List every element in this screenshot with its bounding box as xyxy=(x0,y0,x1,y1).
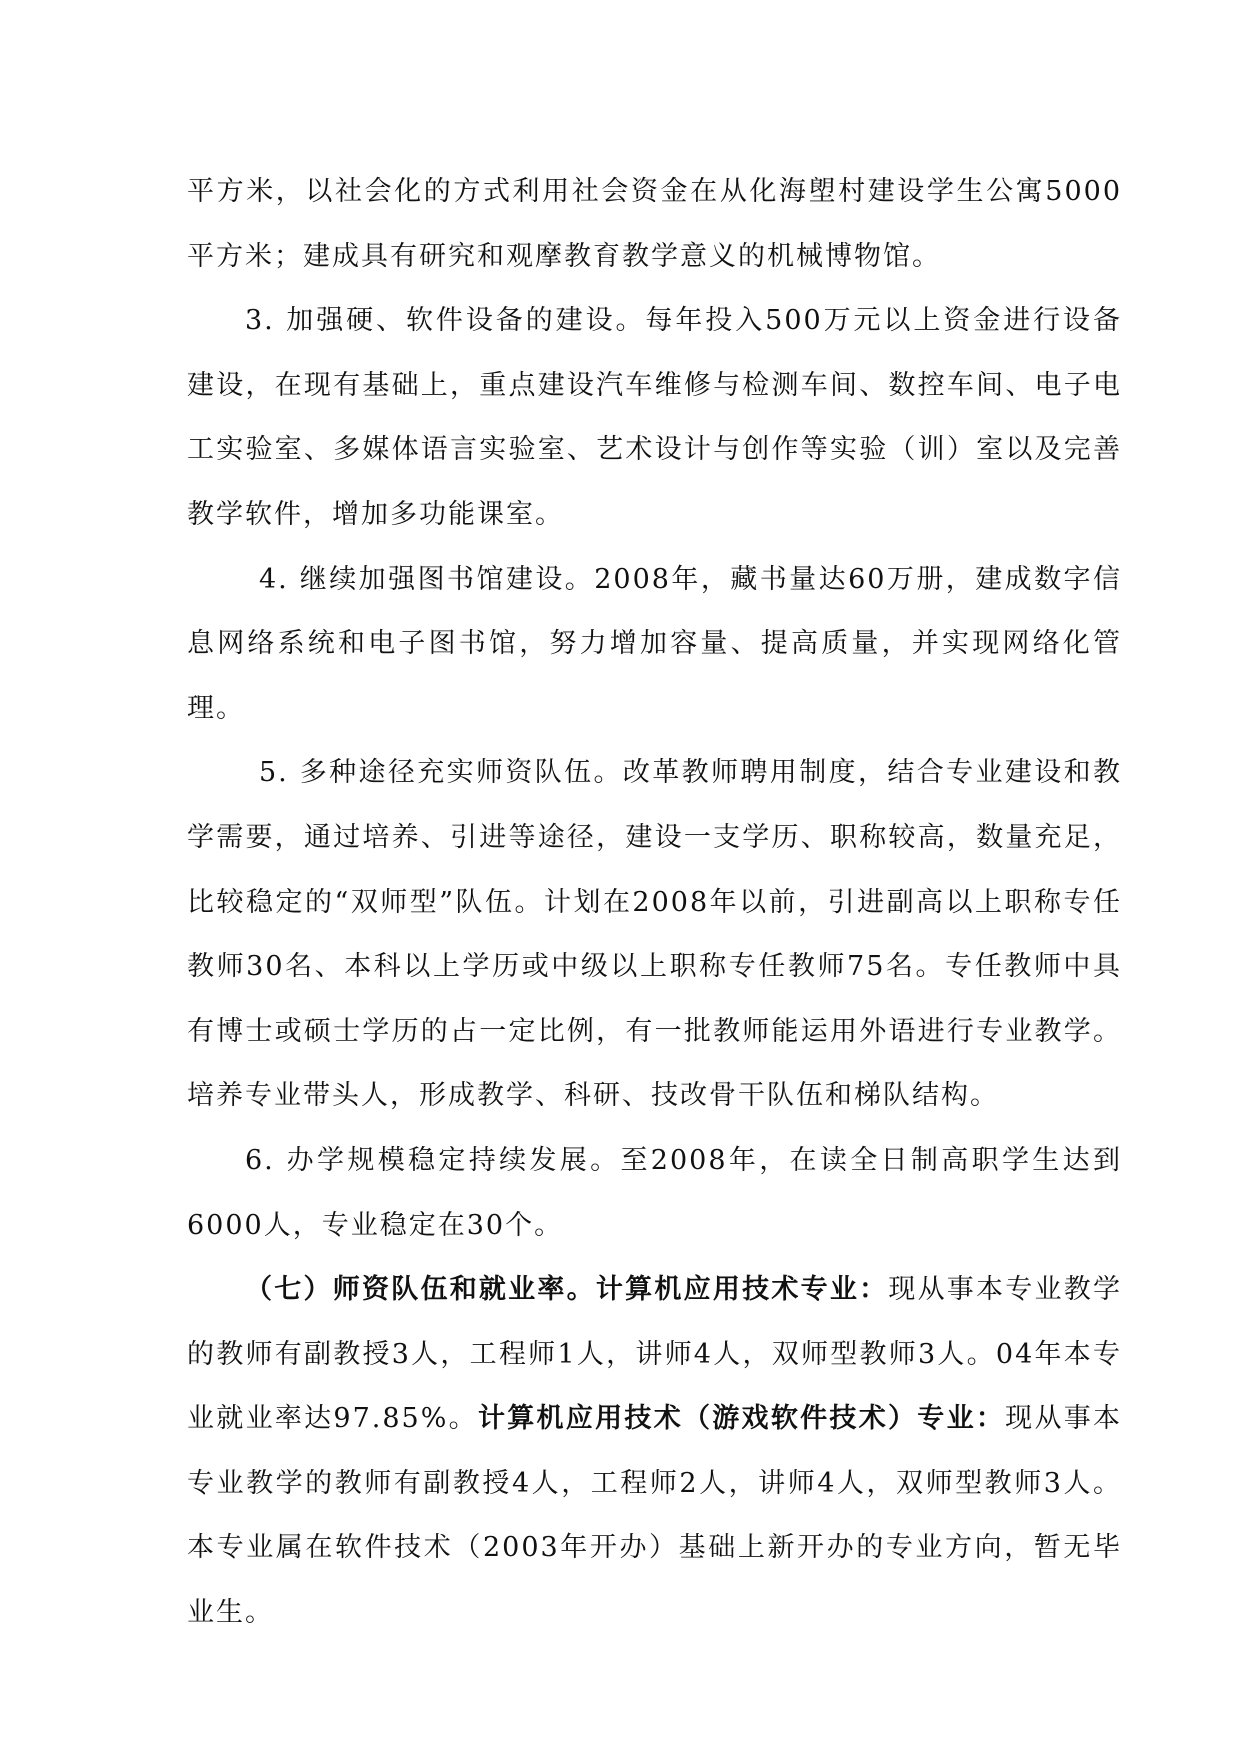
paragraph-library: 4. 继续加强图书馆建设。2008年，藏书量达60万册，建成数字信息网络系统和电子图书馆，努力增加容量、提高质量，并实现网络化管理。 xyxy=(187,563,1122,724)
major2-label: 计算机应用技术（游戏软件技术）专业： xyxy=(477,1403,1006,1435)
paragraph-faculty: 5. 多种途径充实师资队伍。改革教师聘用制度，结合专业建设和教学需要，通过培养、引进等途径，建设一支学历、职称较高，数量充足，比较稳定的“双师型”队伍。计划在2008年以前，引进副高以上职称专任教师30名、本科以上学历或中级以上职称专任教师75名。专任教师中具有博士或硕士学历的占一定比例，有一批教师能运用外语进行专业教学。培养专业带头人，形成教学、科研、技改骨干队伍和梯队结构。 xyxy=(187,757,1122,1112)
paragraph-equipment: 3. 加强硬、软件设备的建设。每年投入500万元以上资金进行设备建设，在现有基础上，重点建设汽车维修与检测车间、数控车间、电子电工实验室、多媒体语言实验室、艺术设计与创作等实验（训）室以及完善教学软件，增加多功能课室。 xyxy=(187,305,1122,530)
paragraph-scale: 6. 办学规模稳定持续发展。至2008年，在读全日制高职学生达到6000人，专业稳定在30个。 xyxy=(187,1144,1122,1241)
section-heading: （七）师资队伍和就业率。 xyxy=(245,1274,596,1306)
major2-text: 现从事本专业教学的教师有副教授4人，工程师2人，讲师4人，双师型教师3人。本专业属在软件技术（2003年开办）基础上新开办的专业方向，暂无毕业生。 xyxy=(187,1403,1123,1629)
document-body xyxy=(187,160,1122,1646)
paragraph-faculty-employment xyxy=(187,1258,1122,1646)
major1-label: 计算机应用技术专业： xyxy=(595,1274,889,1306)
paragraph-campus-construction: 平方米，以社会化的方式利用社会资金在从化海塱村建设学生公寓5000平方米；建成具有研究和观摩教育教学意义的机械博物馆。 xyxy=(187,176,1122,272)
major1-text: 现从事本专业教学的教师有副教授3人，工程师1人，讲师4人，双师型教师3人。04年本专业就业率达97.85%。 xyxy=(187,1274,1123,1435)
